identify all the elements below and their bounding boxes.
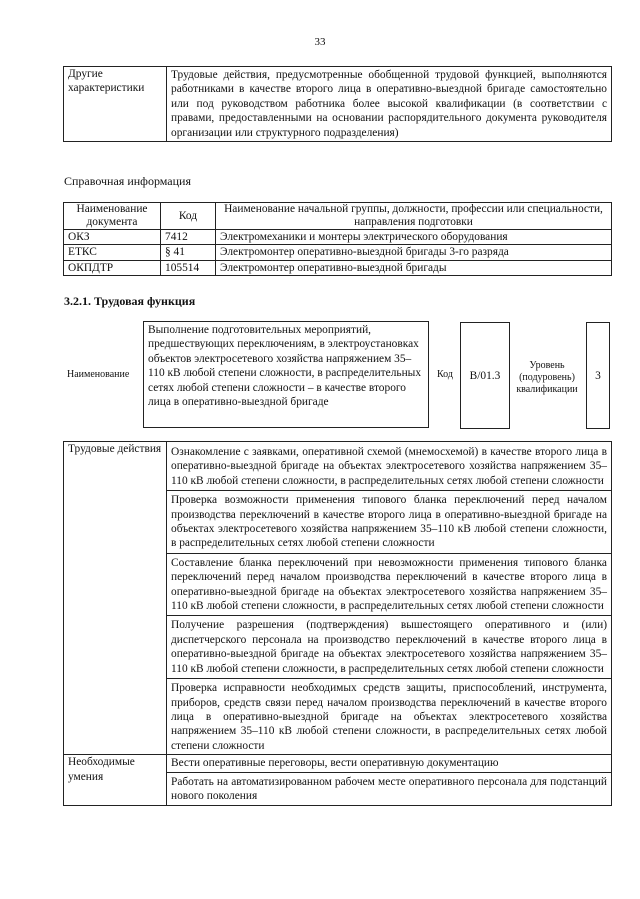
cell-doc: ЕТКС [64,245,161,260]
labor-table [63,441,612,806]
function-code-box [460,322,510,429]
skill-item: Работать на автоматизированном рабочем месте оперативного персонала для подстанций нового поколения [167,772,612,806]
other-text: Трудовые действия, предусмотренные обобщенной трудовой функцией, выполняются работниками в качестве второго лица в оперативно-выездной бригаде самостоятельно или под руководством работника более высокой квалификации (в соответствии с правами, предоставленными на основании распорядительного документа руководителя организации или структурного подразделения) [167,67,612,142]
cell-code: § 41 [161,245,216,260]
labor-action-item: Проверка возможности применения типового бланка переключений перед началом производства переключений в качестве второго лица в оперативно-выездной бригаде на объектах электросетевого хозяйства напряжением 35–110 кВ любой степени сложности, в распределительных сетях любой степени сложности [167,491,612,554]
table-row [64,230,612,245]
reference-title: Справочная информация [64,174,191,188]
table-row [64,260,612,275]
page-number: 33 [314,36,326,48]
cell-code: 7412 [161,230,216,245]
cell-name: Электромонтер оперативно-выездной бригады [216,260,612,275]
code-label: Код [437,369,453,380]
table-header-row [64,203,612,230]
cell-code: 105514 [161,260,216,275]
labor-action-item: Проверка исправности необходимых средств защиты, приспособлений, инструмента, приборов, средств связи перед началом производства переключений в качестве второго лица в оперативно-выездной бригаде на объектах электросетевого хозяйства напряжением 35–110 кВ любой степени сложности, в распределительных сетях любой степени сложности [167,679,612,755]
table-row [64,67,612,142]
reference-table [63,202,612,276]
cell-doc: ОКЗ [64,230,161,245]
table-row [64,755,612,772]
table-row [64,442,612,491]
table-row [64,245,612,260]
level-value: 3 [595,369,601,382]
level-box [586,322,610,429]
name-label: Наименование [67,369,130,380]
other-label: Другие характеристики [64,67,167,142]
cell-name: Электромонтер оперативно-выездной бригады 3-го разряда [216,245,612,260]
skills-label: Необходимые умения [64,755,167,806]
skill-item: Вести оперативные переговоры, вести оперативную документацию [167,755,612,772]
labor-actions-label: Трудовые действия [64,442,167,755]
labor-action-item: Составление бланка переключений при невозможности применения типового бланка переключений перед началом производства переключений в качестве второго лица в оперативно-выездной бригаде на объектах электросетевого хозяйства напряжением 35–110 кВ любой степени сложности, в распределительных сетях любой степени сложности [167,553,612,616]
other-characteristics-table [63,66,612,142]
header-code: Код [161,203,216,230]
cell-name: Электромеханики и монтеры электрического оборудования [216,230,612,245]
function-code-value: B/01.3 [469,369,501,382]
header-name: Наименование начальной группы, должности, профессии или специальности, направления подготовки [216,203,612,230]
labor-action-item: Ознакомление с заявками, оперативной схемой (мнемосхемой) в качестве второго лица в оперативно-выездной бригаде на объектах электросетевого хозяйства напряжением 35–110 кВ любой степени сложности, в распределительных сетях любой степени сложности [167,442,612,491]
function-name-box: Выполнение подготовительных мероприятий, предшествующих переключениям, в электроустановках объектов электросетевого хозяйства напряжением 35–110 кВ любой степени сложности, в распределительных сетях любой степени сложности – в качестве второго лица в оперативно-выездной бригаде [143,321,429,428]
level-label: Уровень (подуровень) квалификации [516,360,578,395]
function-heading: 3.2.1. Трудовая функция [64,294,196,308]
labor-action-item: Получение разрешения (подтверждения) вышестоящего оперативного и (или) диспетчерского персонала на производство переключений в качестве второго лица в оперативно-выездной бригаде на объектах электросетевого хозяйства напряжением 35–110 кВ любой степени сложности, в распределительных сетях любой степени сложности [167,616,612,679]
header-document: Наименование документа [64,203,161,230]
cell-doc: ОКПДТР [64,260,161,275]
